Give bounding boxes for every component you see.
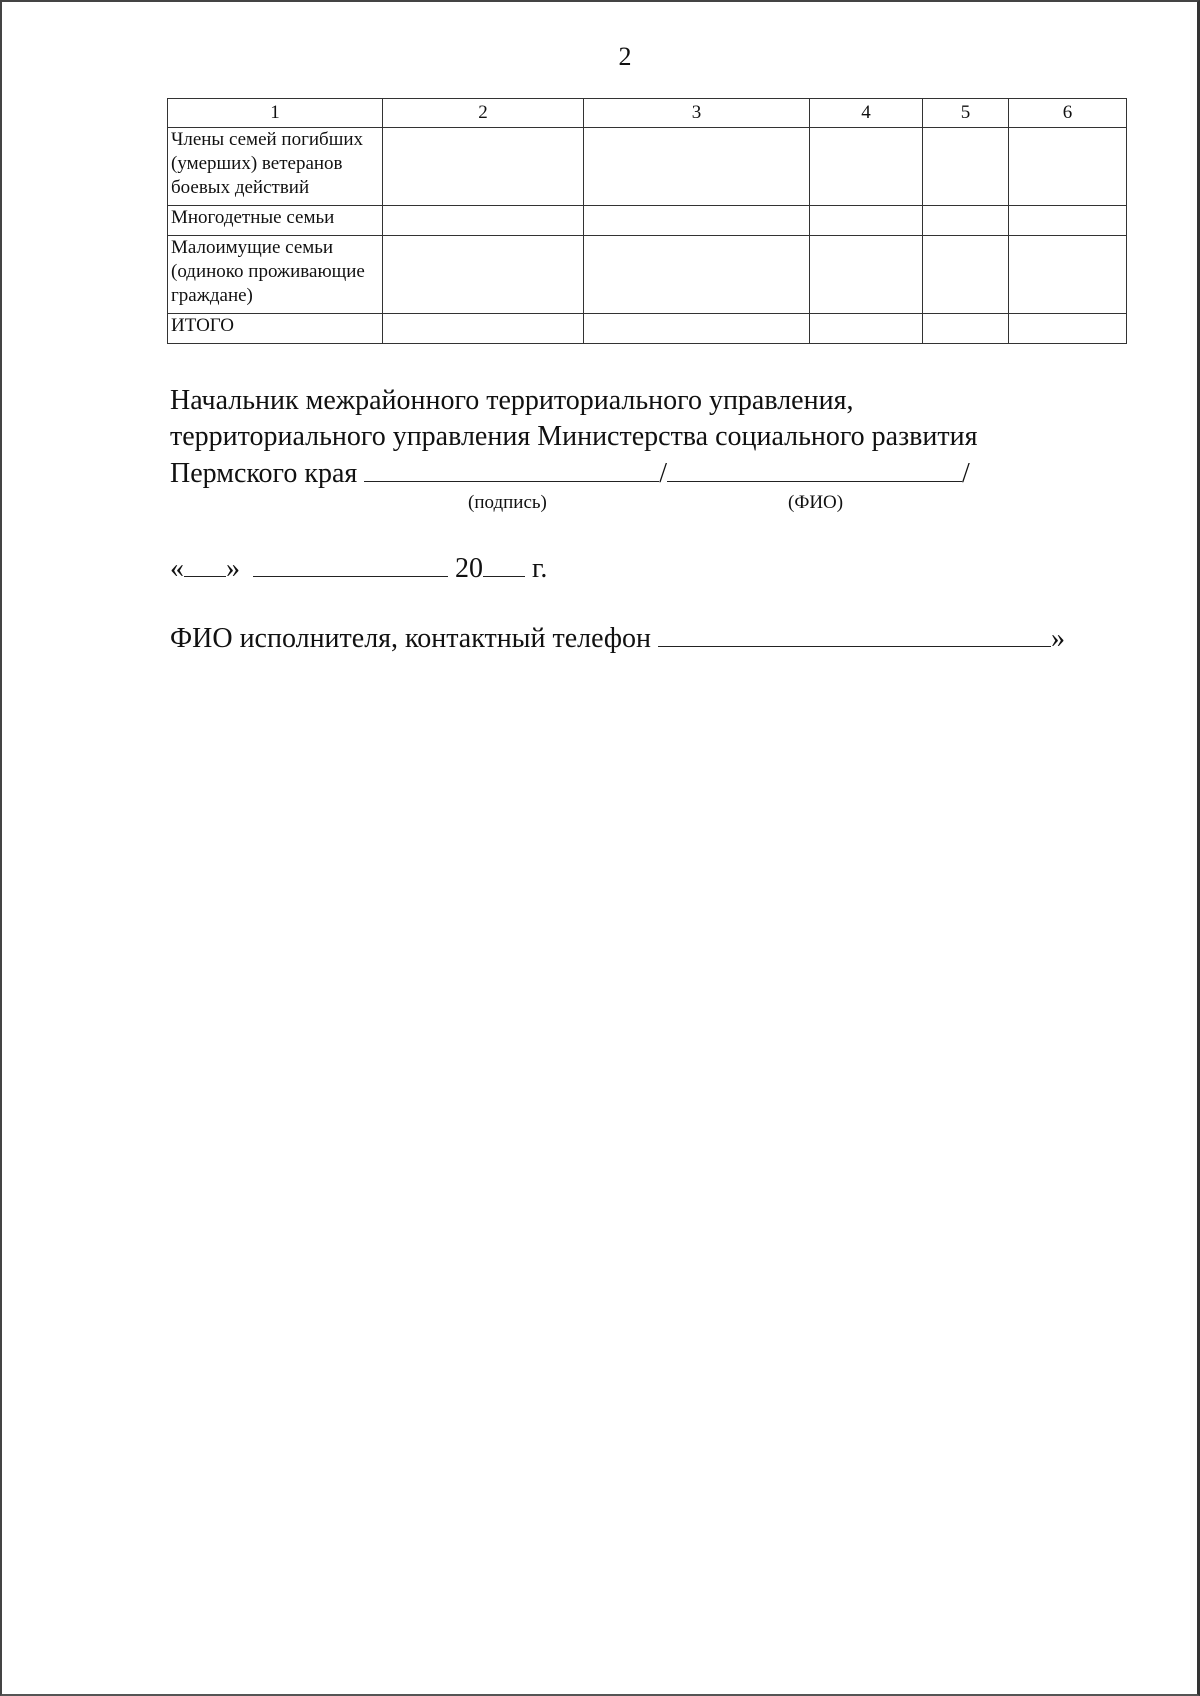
table-cell[interactable] bbox=[383, 206, 584, 236]
table-cell[interactable] bbox=[1009, 314, 1127, 344]
table-cell[interactable] bbox=[810, 128, 923, 206]
column-header: 2 bbox=[383, 99, 584, 128]
month-blank[interactable] bbox=[253, 550, 448, 577]
row-label: Члены семей погибших (умерших) ветеранов боевых действий bbox=[168, 128, 383, 206]
row-label: ИТОГО bbox=[168, 314, 383, 344]
day-blank[interactable] bbox=[184, 550, 226, 577]
executor-blank[interactable] bbox=[658, 620, 1051, 647]
table-cell[interactable] bbox=[810, 236, 923, 314]
signature-region-label: Пермского края bbox=[170, 458, 358, 489]
table-cell[interactable] bbox=[383, 236, 584, 314]
signature-title-line-2: территориального управления Министерства социального развития bbox=[170, 421, 978, 452]
table-cell[interactable] bbox=[923, 314, 1009, 344]
year-suffix: г. bbox=[532, 553, 548, 584]
page-number: 2 bbox=[618, 42, 632, 71]
table-cell[interactable] bbox=[383, 128, 584, 206]
separator-slash: / bbox=[659, 458, 668, 489]
table-cell[interactable] bbox=[923, 128, 1009, 206]
table-cell[interactable] bbox=[584, 314, 810, 344]
year-blank[interactable] bbox=[483, 550, 525, 577]
year-prefix: 20 bbox=[455, 553, 483, 584]
column-header: 5 bbox=[923, 99, 1009, 128]
signature-block bbox=[170, 383, 977, 492]
table-cell[interactable] bbox=[383, 314, 584, 344]
executor-close-quote: » bbox=[1051, 623, 1066, 654]
row-label: Многодетные семьи bbox=[168, 206, 383, 236]
table-cell[interactable] bbox=[1009, 206, 1127, 236]
name-caption: (ФИО) bbox=[788, 492, 844, 513]
table-cell[interactable] bbox=[1009, 128, 1127, 206]
name-blank[interactable] bbox=[667, 455, 962, 482]
table-cell[interactable] bbox=[810, 314, 923, 344]
column-header: 1 bbox=[168, 99, 383, 128]
table-cell[interactable] bbox=[1009, 236, 1127, 314]
column-header: 3 bbox=[584, 99, 810, 128]
report-table bbox=[167, 98, 1127, 344]
date-close-quote: » bbox=[226, 553, 240, 584]
table-cell[interactable] bbox=[810, 206, 923, 236]
table-cell[interactable] bbox=[584, 206, 810, 236]
column-header: 4 bbox=[810, 99, 923, 128]
separator-slash: / bbox=[962, 458, 970, 489]
table-cell[interactable] bbox=[923, 206, 1009, 236]
table-row bbox=[168, 206, 1127, 236]
date-open-quote: « bbox=[170, 553, 184, 584]
table-cell[interactable] bbox=[584, 236, 810, 314]
table-row bbox=[168, 128, 1127, 206]
date-line bbox=[170, 550, 547, 585]
signature-title-line-3 bbox=[170, 455, 977, 492]
executor-line bbox=[170, 620, 1065, 655]
signature-caption: (подпись) bbox=[468, 492, 547, 513]
signature-blank[interactable] bbox=[364, 455, 659, 482]
table-row bbox=[168, 236, 1127, 314]
table-cell[interactable] bbox=[923, 236, 1009, 314]
column-header: 6 bbox=[1009, 99, 1127, 128]
executor-label: ФИО исполнителя, контактный телефон bbox=[170, 623, 652, 654]
table-cell[interactable] bbox=[584, 128, 810, 206]
signature-title-line-1: Начальник межрайонного территориального управления, bbox=[170, 385, 854, 416]
row-label: Малоимущие семьи (одиноко проживающие граждане) bbox=[168, 236, 383, 314]
table-row bbox=[168, 314, 1127, 344]
table-header-row bbox=[168, 99, 1127, 128]
